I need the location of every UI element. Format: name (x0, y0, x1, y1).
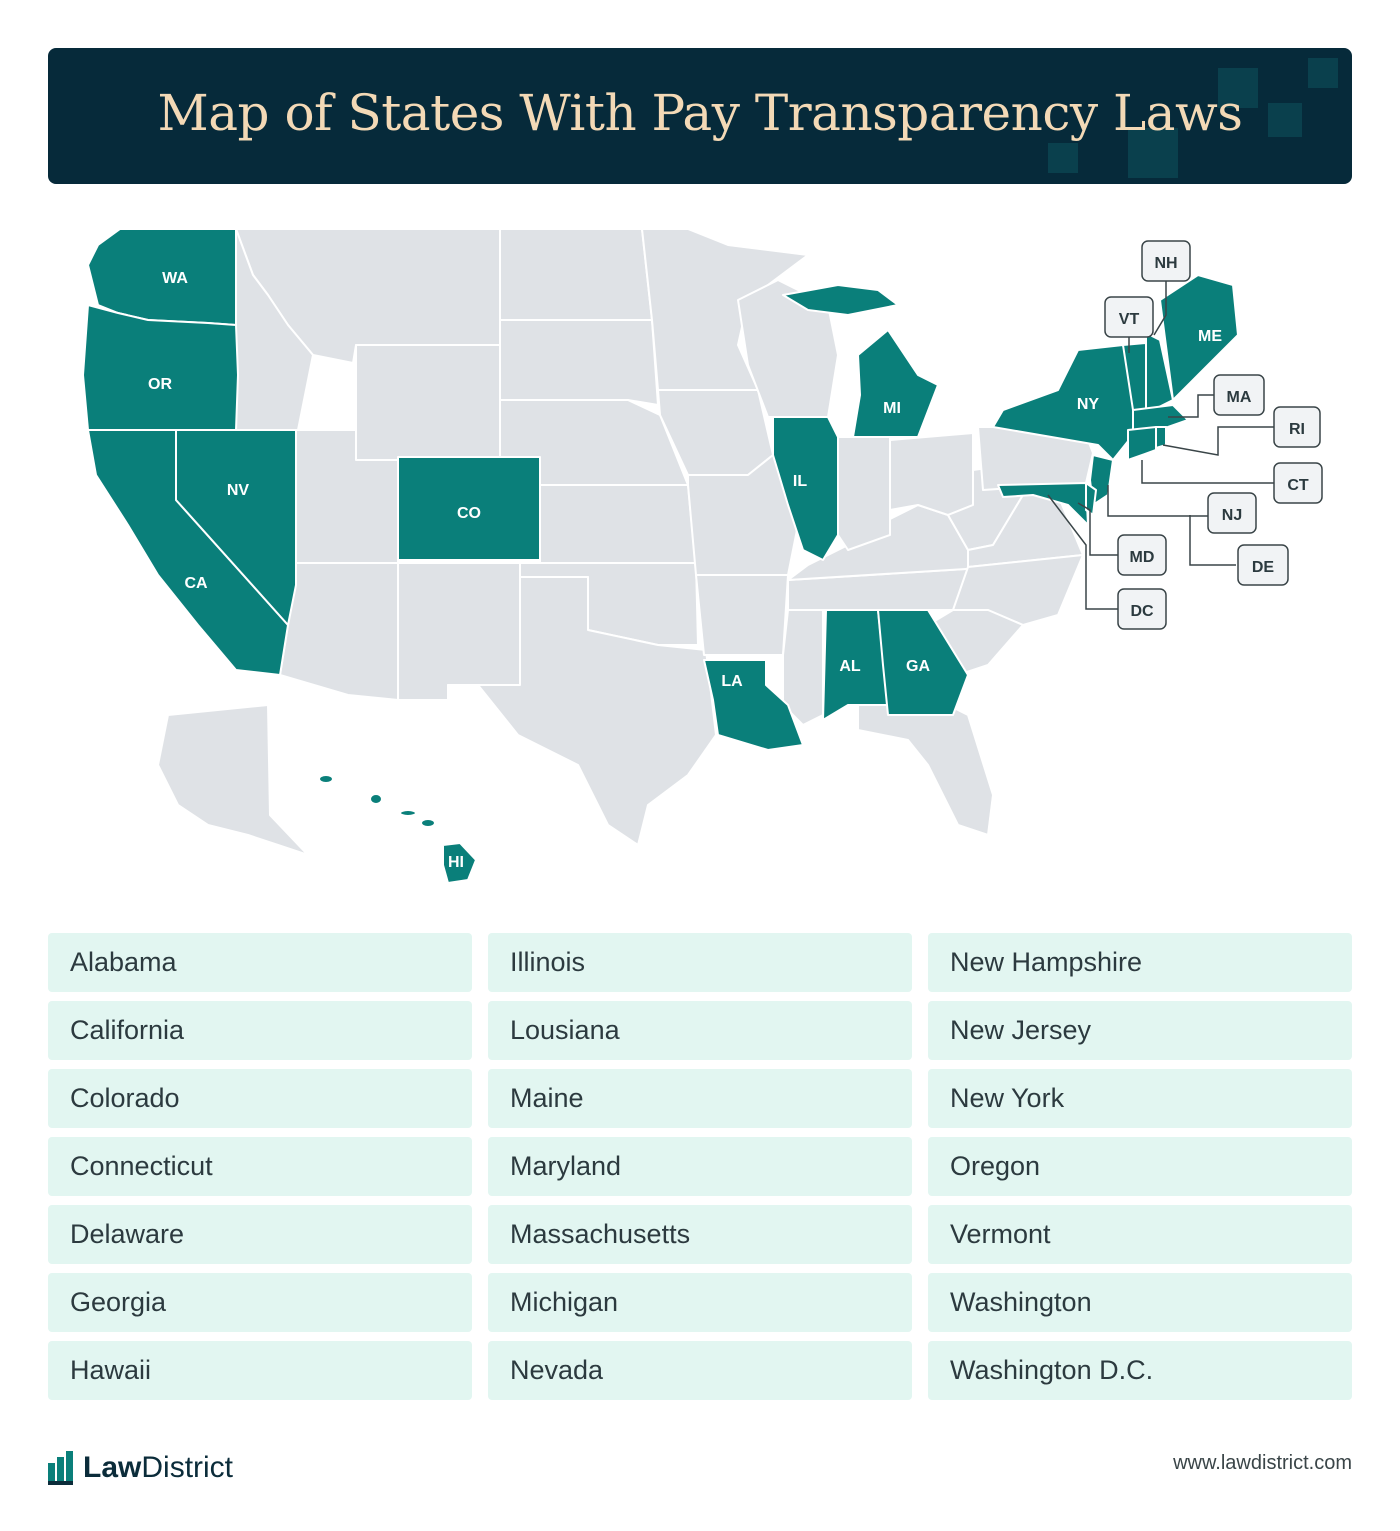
label-mi: MI (883, 400, 901, 417)
state-delaware (1086, 483, 1096, 515)
state-arkansas (696, 575, 788, 655)
brand-logo[interactable] (48, 1448, 233, 1488)
callout-ct: CT (1287, 477, 1309, 494)
list-item: Michigan (488, 1273, 912, 1332)
state-alaska (158, 705, 308, 855)
lawdistrict-logo-icon (48, 1451, 74, 1485)
list-item: Alabama (48, 933, 472, 992)
state-oregon (83, 305, 238, 430)
list-item: Colorado (48, 1069, 472, 1128)
hawaii-island-4 (421, 819, 435, 827)
list-item: Vermont (928, 1205, 1352, 1264)
state-northdakota (500, 229, 652, 320)
decor-square (1048, 143, 1078, 173)
state-wyoming (356, 345, 500, 460)
callout-vt: VT (1118, 311, 1140, 328)
state-newmexico (398, 563, 520, 700)
list-item: Illinois (488, 933, 912, 992)
callout-nh: NH (1154, 255, 1178, 272)
label-or: OR (148, 376, 172, 393)
state-florida (858, 705, 993, 835)
callout-ma: MA (1226, 389, 1252, 406)
brand-name: LawDistrict (83, 1451, 234, 1484)
list-item: Washington D.C. (928, 1341, 1352, 1400)
list-item: Lousiana (488, 1001, 912, 1060)
hawaii-island-3 (400, 810, 416, 816)
list-item: Oregon (928, 1137, 1352, 1196)
state-kansas (540, 485, 696, 570)
list-item: Delaware (48, 1205, 472, 1264)
callout-nj: NJ (1221, 507, 1243, 524)
label-ga: GA (906, 658, 930, 675)
list-item: Maine (488, 1069, 912, 1128)
states-list (48, 933, 1352, 1400)
label-me: ME (1198, 328, 1222, 345)
label-wa: WA (162, 270, 188, 287)
state-connecticut (1128, 427, 1156, 460)
hawaii-island-2 (370, 794, 382, 804)
list-item: Massachusetts (488, 1205, 912, 1264)
list-item: New Jersey (928, 1001, 1352, 1060)
state-indiana (838, 437, 890, 550)
state-michigan (853, 330, 938, 437)
label-nv: NV (226, 482, 250, 499)
list-item: Connecticut (48, 1137, 472, 1196)
label-la: LA (721, 673, 743, 690)
callout-ri: RI (1289, 421, 1305, 438)
state-ohio (890, 433, 973, 515)
callout-md: MD (1129, 549, 1155, 566)
list-item: New Hampshire (928, 933, 1352, 992)
callout-de: DE (1251, 559, 1275, 576)
hawaii-island-1 (319, 775, 333, 783)
callout-dc: DC (1130, 603, 1154, 620)
label-ca: CA (184, 575, 208, 592)
list-item: Maryland (488, 1137, 912, 1196)
list-item: Washington (928, 1273, 1352, 1332)
list-item: California (48, 1001, 472, 1060)
list-item: New York (928, 1069, 1352, 1128)
site-url[interactable]: www.lawdistrict.com (1173, 1452, 1352, 1474)
page-title: Map of States With Pay Transparency Laws (157, 84, 1243, 142)
label-al: AL (839, 658, 861, 675)
state-arizona (280, 563, 398, 700)
label-hi: HI (448, 854, 464, 871)
list-item: Hawaii (48, 1341, 472, 1400)
list-item: Nevada (488, 1341, 912, 1400)
title-banner (48, 48, 1352, 184)
list-item: Georgia (48, 1273, 472, 1332)
us-map (48, 205, 1352, 905)
state-southdakota (500, 320, 658, 405)
label-ny: NY (1076, 396, 1100, 413)
label-co: CO (457, 505, 481, 522)
label-il: IL (792, 473, 808, 490)
